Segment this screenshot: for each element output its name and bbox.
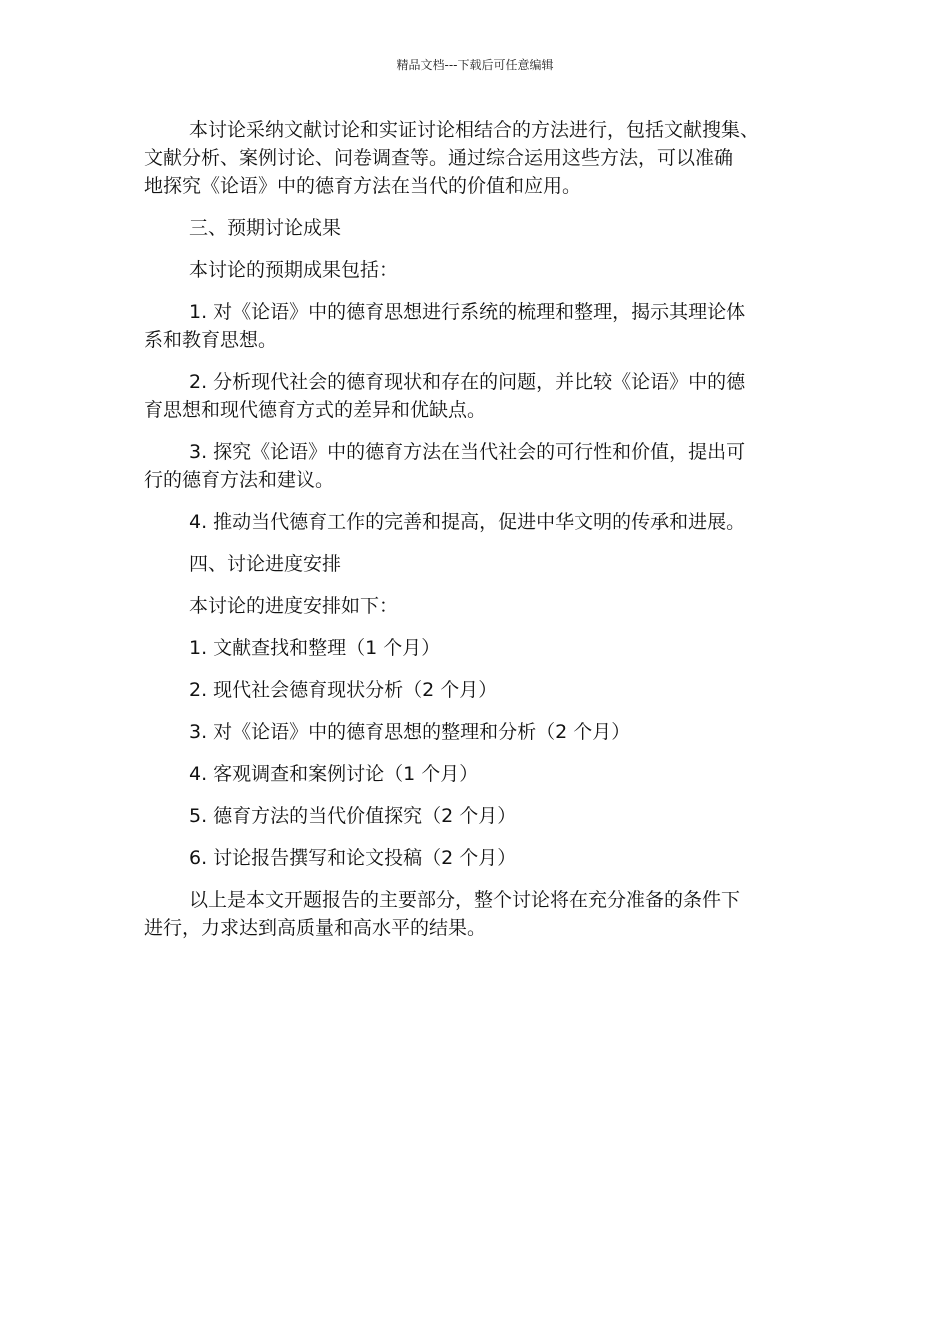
paragraph [144, 592, 806, 620]
paragraph-line: 系和教育思想。 [144, 329, 278, 351]
paragraph-line: 2. 现代社会德育现状分析（2 个月） [189, 679, 498, 701]
paragraph-line: 4. 客观调查和案例讨论（1 个月） [189, 763, 479, 785]
paragraph-line: 三、预期讨论成果 [189, 217, 342, 239]
paragraph [144, 844, 806, 872]
paragraph [144, 802, 806, 830]
paragraph [144, 508, 806, 536]
paragraph-line: 本讨论的预期成果包括： [189, 259, 399, 281]
paragraph [144, 634, 806, 662]
paragraph [144, 718, 806, 746]
paragraph-line: 3. 对《论语》中的德育思想的整理和分析（2 个月） [189, 721, 631, 743]
paragraph [144, 438, 806, 494]
paragraph [144, 760, 806, 788]
paragraph [144, 298, 806, 354]
paragraph-line: 四、讨论进度安排 [189, 553, 342, 575]
document-body [144, 116, 806, 956]
paragraph-line: 地探究《论语》中的德育方法在当代的价值和应用。 [144, 175, 582, 197]
paragraph-line: 5. 德育方法的当代价值探究（2 个月） [189, 805, 517, 827]
paragraph-line: 6. 讨论报告撰写和论文投稿（2 个月） [189, 847, 517, 869]
paragraph [144, 550, 806, 578]
paragraph-line: 1. 对《论语》中的德育思想进行系统的梳理和整理，揭示其理论体 [189, 301, 746, 323]
paragraph [144, 256, 806, 284]
paragraph-line: 2. 分析现代社会的德育现状和存在的问题，并比较《论语》中的德 [189, 371, 746, 393]
paragraph [144, 676, 806, 704]
paragraph-line: 文献分析、案例讨论、问卷调查等。通过综合运用这些方法，可以准确 [144, 147, 734, 169]
paragraph-line: 4. 推动当代德育工作的完善和提高，促进中华文明的传承和进展。 [189, 511, 746, 533]
paragraph [144, 214, 806, 242]
page-header: 精品文档---下载后可任意编辑 [396, 58, 554, 72]
paragraph-line: 行的德育方法和建议。 [144, 469, 335, 491]
paragraph-line: 进行，力求达到高质量和高水平的结果。 [144, 917, 487, 939]
paragraph [144, 886, 806, 942]
paragraph-line: 本讨论采纳文献讨论和实证讨论相结合的方法进行，包括文献搜集、 [189, 119, 760, 141]
paragraph-line: 育思想和现代德育方式的差异和优缺点。 [144, 399, 487, 421]
paragraph-line: 以上是本文开题报告的主要部分，整个讨论将在充分准备的条件下 [189, 889, 741, 911]
paragraph [144, 368, 806, 424]
paragraph-line: 1. 文献查找和整理（1 个月） [189, 637, 441, 659]
paragraph-line: 3. 探究《论语》中的德育方法在当代社会的可行性和价值，提出可 [189, 441, 746, 463]
paragraph [144, 116, 806, 200]
paragraph-line: 本讨论的进度安排如下： [189, 595, 399, 617]
